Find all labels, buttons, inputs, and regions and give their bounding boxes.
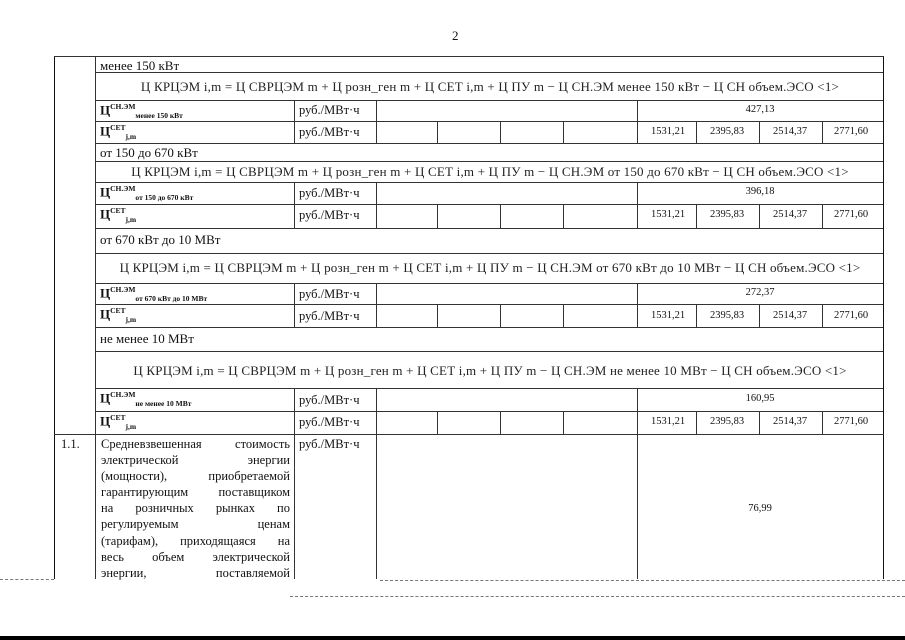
section-title: от 150 до 670 кВт [100,145,198,160]
row-line [95,253,883,254]
formula: Ц КРЦЭМ i,m = Ц СВРЦЭМ m + Ц розн_ген m + Ц СЕТ i,m + Ц ПУ m − Ц СН.ЭМ от 670 кВт до 10 МВт − Ц СН объем.ЭСО <1> [119,260,861,275]
col-divider-unit [294,434,295,579]
description-line: гарантирующим поставщиком [101,485,290,500]
col-divider-empty [376,182,377,228]
col-divider [500,204,501,228]
col-divider [759,304,760,327]
col-divider [759,411,760,434]
row-line [54,434,884,435]
table-border-right [883,56,884,579]
value-cell: 2395,83 [710,416,745,427]
unit-label: руб./МВт·ч [299,208,360,222]
row-line [95,327,883,328]
col-divider [822,304,823,327]
value-cell: 272,37 [745,287,775,298]
unit-label: руб./МВт·ч [299,415,360,429]
row-line [95,121,883,122]
description-line: Средневзвешенная стоимость [101,437,290,451]
description-line: (тарифам), приходящаяся на [101,533,290,548]
col-divider-empty [376,283,377,327]
formula: Ц КРЦЭМ i,m = Ц СВРЦЭМ m + Ц розн_ген m + Ц СЕТ i,m + Ц ПУ m − Ц СН.ЭМ от 150 до 670 кВт − Ц СН объем.ЭСО <1> [131,164,849,179]
row-line [95,351,883,352]
unit-label: руб./МВт·ч [299,437,360,451]
tariff-symbol: $Ц^{СЕТ}_{j,m}$ [100,413,137,431]
col-divider [759,204,760,228]
value-cell: 2395,83 [710,310,745,321]
row-line [95,72,883,73]
page-number: 2 [452,28,459,43]
unit-label: руб./МВт·ч [299,393,360,407]
col-divider-empty [376,388,377,434]
page-cut-line [290,596,905,597]
unit-label: руб./МВт·ч [299,287,360,301]
scan-edge [0,636,905,640]
col-divider [437,204,438,228]
value-cell: 2395,83 [710,126,745,137]
value-cell: 160,95 [745,393,775,404]
item-number: 1.1. [61,437,80,451]
description-line: весь объем электрической [101,549,290,564]
table-border-left [54,56,55,579]
tariff-symbol: $Ц^{СЕТ}_{j,m}$ [100,306,137,324]
description-line: энергии, поставляемой [101,565,290,580]
page-cut-line [0,579,54,580]
unit-label: руб./МВт·ч [299,103,360,117]
section-title: не менее 10 МВт [100,331,194,346]
col-divider [563,411,564,434]
value-cell: 2514,37 [773,310,808,321]
item-description [101,436,290,581]
row-line [95,283,883,284]
col-divider-unit [294,388,295,434]
description-line: электрической энергии [101,453,290,468]
col-divider-number [95,56,96,579]
row-line [95,411,883,412]
value-cell: 1531,21 [651,126,686,137]
col-divider [500,121,501,143]
tariff-symbol: $Ц^{СЕТ}_{j,m}$ [100,123,137,141]
tariff-symbol: $Ц^{СН.ЭМ}_{менее 150 кВт}$ [100,102,183,120]
value-cell: 2771,60 [834,310,869,321]
description-line: (мощности), приобретаемой [101,469,290,484]
formula: Ц КРЦЭМ i,m = Ц СВРЦЭМ m + Ц розн_ген m + Ц СЕТ i,m + Ц ПУ m − Ц СН.ЭМ не менее 10 МВт − Ц СН объем.ЭСО <1> [133,363,847,378]
col-divider [563,304,564,327]
tariff-symbol: $Ц^{СН.ЭМ}_{от 670 кВт до 10 МВт}$ [100,285,208,303]
unit-label: руб./МВт·ч [299,125,360,139]
row-line [95,182,883,183]
value-cell: 2771,60 [834,209,869,220]
col-divider-unit [294,283,295,327]
value-cell: 2514,37 [773,209,808,220]
col-divider [563,121,564,143]
value-cell: 2771,60 [834,126,869,137]
value-cell: 396,18 [745,186,775,197]
value-cell: 1531,21 [651,416,686,427]
formula: Ц КРЦЭМ i,m = Ц СВРЦЭМ m + Ц розн_ген m + Ц СЕТ i,m + Ц ПУ m − Ц СН.ЭМ менее 150 кВт − Ц СН объем.ЭСО <1> [140,79,840,94]
row-line [95,304,883,305]
tariff-symbol: $Ц^{СН.ЭМ}_{не менее 10 МВт}$ [100,390,192,408]
col-divider [696,121,697,143]
value-cell: 2395,83 [710,209,745,220]
row-line [95,204,883,205]
col-divider [696,411,697,434]
col-divider [437,121,438,143]
tariff-symbol: $Ц^{СН.ЭМ}_{от 150 до 670 кВт}$ [100,184,194,202]
value-cell: 427,13 [745,104,775,115]
section-title: менее 150 кВт [100,58,180,73]
section-title: от 670 кВт до 10 МВт [100,232,221,247]
col-divider-empty [376,434,377,579]
page-cut-line [380,580,905,581]
row-line [95,228,883,229]
col-divider [563,204,564,228]
description-line: регулируемым ценам [101,517,290,532]
value-cell: 2514,37 [773,416,808,427]
description-line: на розничных рынках по [101,501,290,516]
col-divider-unit [294,182,295,228]
table-top-line [54,56,884,57]
value-cell: 76,99 [748,503,772,514]
col-divider-unit [294,100,295,143]
col-divider [696,204,697,228]
unit-label: руб./МВт·ч [299,186,360,200]
value-cell: 2771,60 [834,416,869,427]
tariff-symbol: $Ц^{СЕТ}_{j,m}$ [100,206,137,224]
row-line [95,388,883,389]
row-line [95,161,883,162]
unit-label: руб./МВт·ч [299,309,360,323]
value-cell: 2514,37 [773,126,808,137]
col-divider [500,411,501,434]
row-line [95,143,883,144]
col-divider [822,121,823,143]
col-divider [759,121,760,143]
value-cell: 1531,21 [651,310,686,321]
col-divider [437,304,438,327]
col-divider-empty [376,100,377,143]
col-divider [500,304,501,327]
row-line [95,100,883,101]
col-divider [822,411,823,434]
col-divider [822,204,823,228]
value-cell: 1531,21 [651,209,686,220]
col-divider [437,411,438,434]
col-divider [696,304,697,327]
